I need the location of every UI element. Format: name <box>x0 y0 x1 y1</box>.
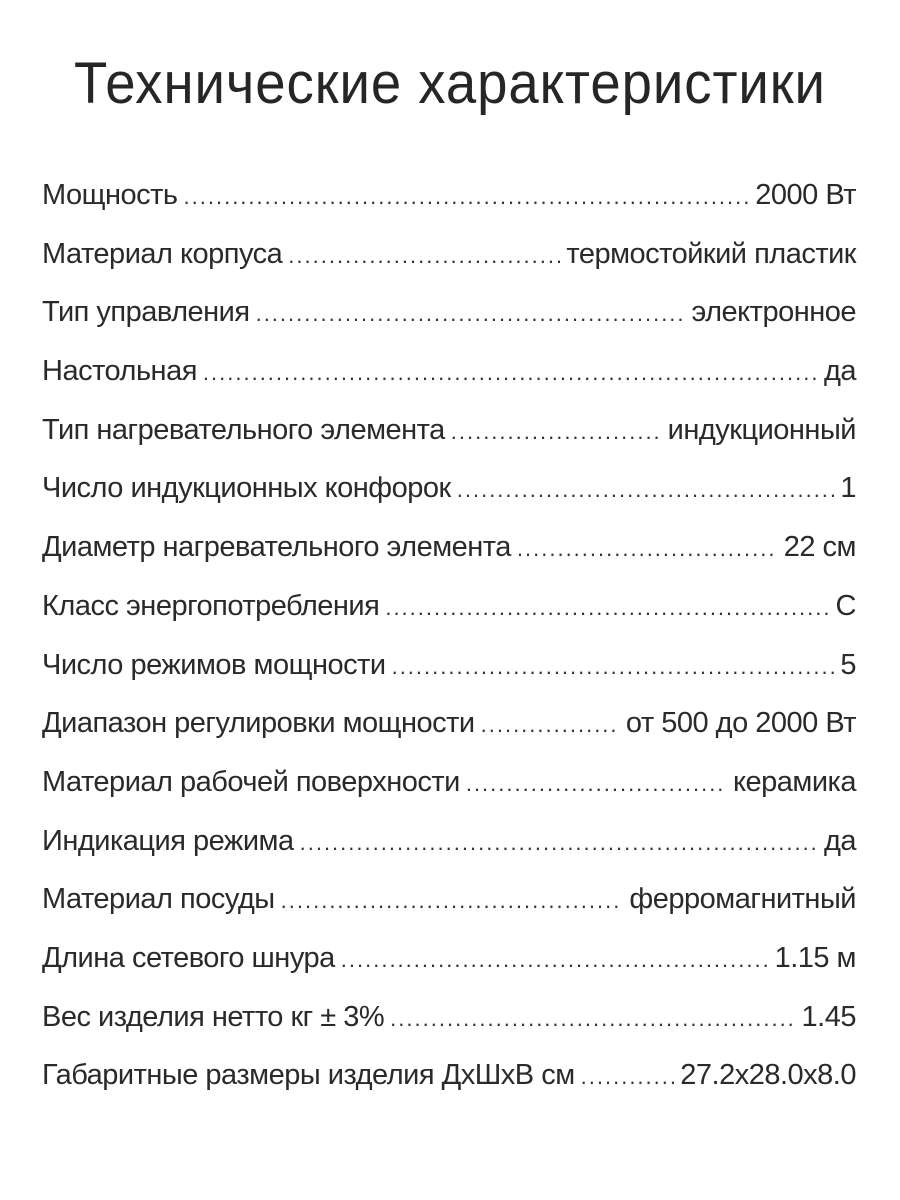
spec-value: ферромагнитный <box>629 883 856 916</box>
spec-label: Класс энергопотребления <box>42 589 380 622</box>
spec-list <box>42 166 856 1105</box>
spec-value: термостойкий пластик <box>566 237 856 270</box>
spec-row-power-modes <box>42 636 856 695</box>
spec-value: 2000 Вт <box>755 179 856 211</box>
spec-label: Тип управления <box>42 296 250 329</box>
dot-leader <box>184 168 750 226</box>
spec-row-element-diameter <box>42 518 856 577</box>
spec-row-heating-element-type <box>42 401 856 460</box>
spec-row-burner-count <box>42 459 856 518</box>
dot-leader <box>466 755 727 813</box>
dot-leader <box>581 1048 675 1106</box>
spec-label: Настольная <box>42 355 197 388</box>
dot-leader <box>288 227 560 285</box>
spec-value: 27.2x28.0x8.0 <box>680 1059 856 1092</box>
spec-label: Тип нагревательного элемента <box>42 413 445 446</box>
dot-leader <box>457 461 835 519</box>
page-title: Технические характеристики <box>74 51 826 116</box>
spec-row-power-range <box>42 694 856 753</box>
spec-label: Длина сетевого шнура <box>42 941 335 974</box>
spec-label: Материал корпуса <box>42 237 283 270</box>
spec-label: Индикация режима <box>42 824 294 857</box>
dot-leader <box>481 696 620 754</box>
spec-label: Диаметр нагревательного элемента <box>42 531 511 564</box>
spec-value: от 500 до 2000 Вт <box>625 707 856 740</box>
spec-value: индукционный <box>667 413 856 446</box>
spec-row-power <box>42 166 856 225</box>
spec-row-cord-length <box>42 929 856 988</box>
spec-row-tabletop <box>42 342 856 401</box>
dot-leader <box>517 520 778 578</box>
spec-value: 5 <box>840 648 856 681</box>
spec-value: С <box>835 589 856 622</box>
dot-leader <box>385 579 829 637</box>
dot-leader <box>341 931 769 989</box>
spec-label: Мощность <box>42 179 178 211</box>
spec-value: 1 <box>840 472 856 505</box>
dot-leader <box>203 344 818 402</box>
spec-row-dimensions <box>42 1046 856 1105</box>
spec-row-cookware-material <box>42 870 856 929</box>
spec-value: 22 см <box>783 531 856 564</box>
spec-value: да <box>823 355 856 388</box>
dot-leader <box>281 872 624 930</box>
spec-label: Вес изделия нетто кг ± 3% <box>42 1000 385 1033</box>
spec-row-control-type <box>42 283 856 342</box>
dot-leader <box>390 990 795 1048</box>
spec-label: Материал рабочей поверхности <box>42 765 460 798</box>
dot-leader <box>392 638 835 696</box>
spec-row-energy-class <box>42 577 856 636</box>
spec-value: керамика <box>733 765 856 798</box>
dot-leader <box>256 285 686 343</box>
spec-value: да <box>823 824 856 857</box>
dot-leader <box>451 403 662 461</box>
spec-value: 1.45 <box>801 1000 856 1033</box>
spec-label: Число режимов мощности <box>42 648 386 681</box>
spec-row-net-weight <box>42 988 856 1047</box>
spec-value: 1.15 м <box>774 941 856 974</box>
spec-value: электронное <box>691 296 856 329</box>
spec-label: Габаритные размеры изделия ДхШхВ см <box>42 1059 575 1092</box>
spec-row-mode-indicator <box>42 812 856 871</box>
spec-label: Число индукционных конфорок <box>42 472 451 505</box>
spec-row-surface-material <box>42 753 856 812</box>
dot-leader <box>300 814 818 872</box>
spec-row-body-material <box>42 225 856 284</box>
spec-label: Материал посуды <box>42 883 275 916</box>
spec-label: Диапазон регулировки мощности <box>42 707 475 740</box>
